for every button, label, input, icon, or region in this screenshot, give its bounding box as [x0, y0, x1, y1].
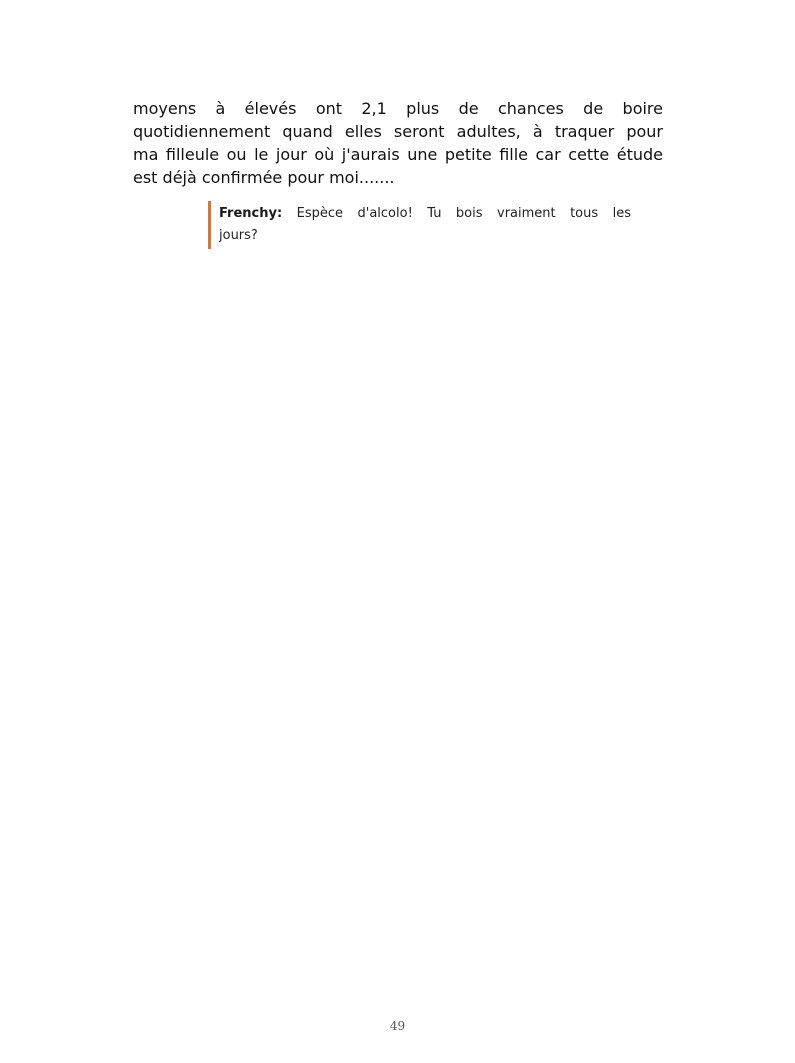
- comment-author: Frenchy:: [219, 206, 283, 221]
- paragraph-line: moyens à élevés ont 2,1 plus de chances de boire: [133, 99, 663, 118]
- comment-text: Espèce d'alcolo! Tu bois vraiment tous les: [296, 206, 631, 221]
- comment-line: jours?: [219, 228, 258, 243]
- paragraph-line: quotidiennement quand elles seront adultes, à traquer pour: [133, 122, 663, 141]
- paragraph-line: est déjà confirmée pour moi.......: [133, 168, 395, 187]
- body-paragraph: [133, 97, 663, 189]
- page-number: 49: [389, 1019, 406, 1033]
- comment-line: [219, 203, 631, 225]
- reader-comment: [208, 201, 631, 249]
- paragraph-line: ma filleule ou le jour où j'aurais une petite fille car cette étude: [133, 145, 663, 164]
